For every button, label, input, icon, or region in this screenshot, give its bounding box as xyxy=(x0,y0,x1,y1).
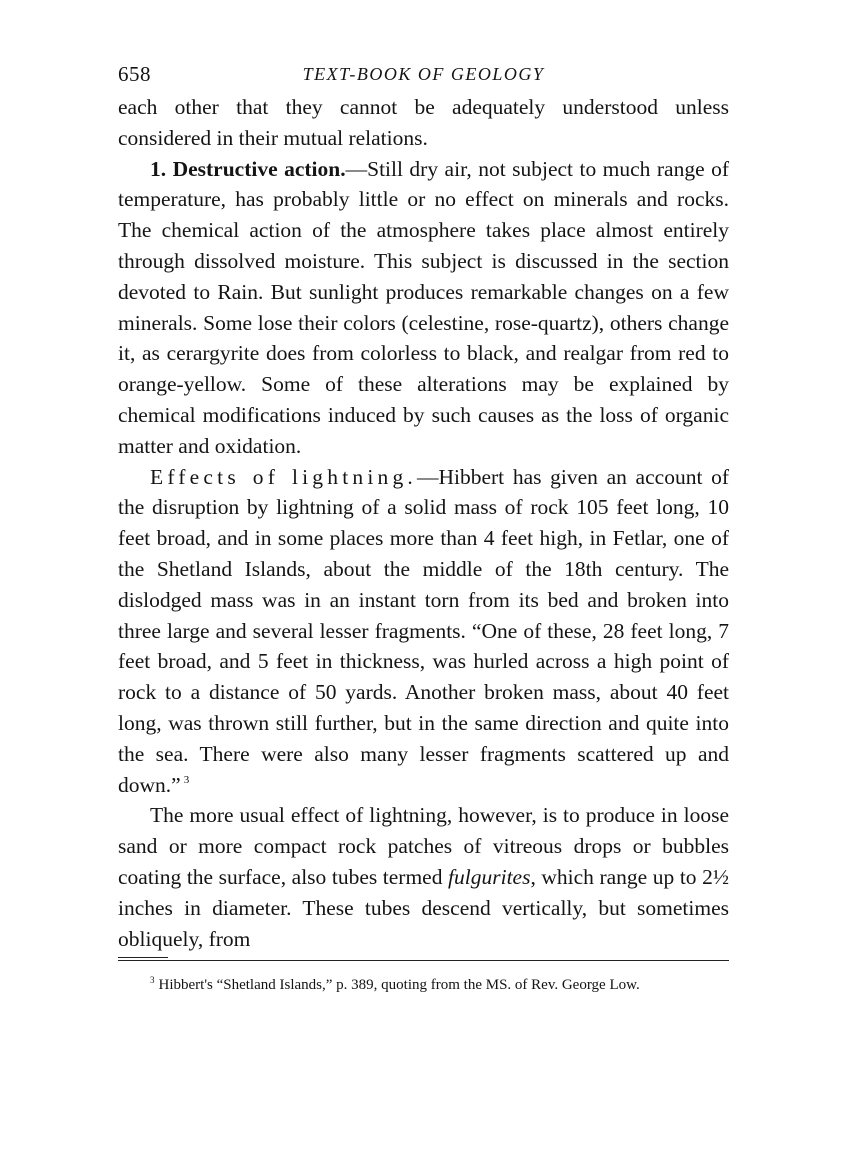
paragraph-text: The more usual effect of lightning, however, is to produce in loose sand or more compact rock patches of vitreous drops or bubbles coating the surface, also tubes termed xyxy=(118,803,729,889)
paragraph-text: , which range up to 2½ inches in diameter. These tubes descend vertically, but sometimes obliquely, from xyxy=(118,864,729,951)
paragraph-effects-of-lightning xyxy=(118,462,729,801)
footnote-reference: 3 xyxy=(183,773,190,786)
paragraph-text: each other that they cannot be adequately understood unless considered in their mutual relations. xyxy=(118,95,729,150)
paragraph-destructive-action xyxy=(118,154,729,462)
term-fulgurites: fulgurites xyxy=(448,864,531,889)
book-page xyxy=(118,58,729,995)
paragraph-fulgurites xyxy=(118,800,729,954)
page-header xyxy=(118,58,729,92)
section-heading-effects-of-lightning: Effects of lightning. xyxy=(150,464,417,489)
section-heading-destructive-action: 1. Destructive action. xyxy=(150,156,346,181)
footnote-text: Hibbert's “Shetland Islands,” p. 389, quoting from the MS. of Rev. George Low. xyxy=(158,977,640,994)
footnote-divider xyxy=(118,960,729,961)
footnote xyxy=(118,975,729,995)
paragraph-text: —Still dry air, not subject to much range of temperature, has probably little or no effect on minerals and rocks. The chemical action of the atmosphere takes place almost entirely through dissolved moisture. This subject is discussed in the section devoted to Rain. But sunlight produces remarkable changes on a few minerals. Some lose their colors (celestine, rose-quartz), others change it, as cerargyrite does from colorless to black, and realgar from red to orange-yellow. Some of these alterations may be explained by chemical modifications induced by such causes as the loss of organic matter and oxidation. xyxy=(118,156,730,458)
footnote-marker: 3 xyxy=(150,975,155,986)
paragraph-text: —Hibbert has given an account of the disruption by lightning of a solid mass of rock 105 feet long, 10 feet broad, and in some places more than 4 feet high, in Fetlar, one of the Shetland Islands, about the middle of the 18th century. The dislodged mass was in an instant torn from its bed and broken into three large and several lesser fragments. “One of these, 28 feet long, 7 feet broad, and 5 feet in thickness, was hurled across a high point of rock to a distance of 50 yards. Another broken mass, about 40 feet long, was thrown still further, but in the same direction and quite into the sea. There were also many lesser fragments scattered up and down.” xyxy=(118,464,729,797)
page-number: 658 xyxy=(118,62,151,86)
body-text xyxy=(118,92,729,954)
running-title: TEXT-BOOK OF GEOLOGY xyxy=(302,64,545,84)
paragraph-continuation xyxy=(118,92,729,154)
